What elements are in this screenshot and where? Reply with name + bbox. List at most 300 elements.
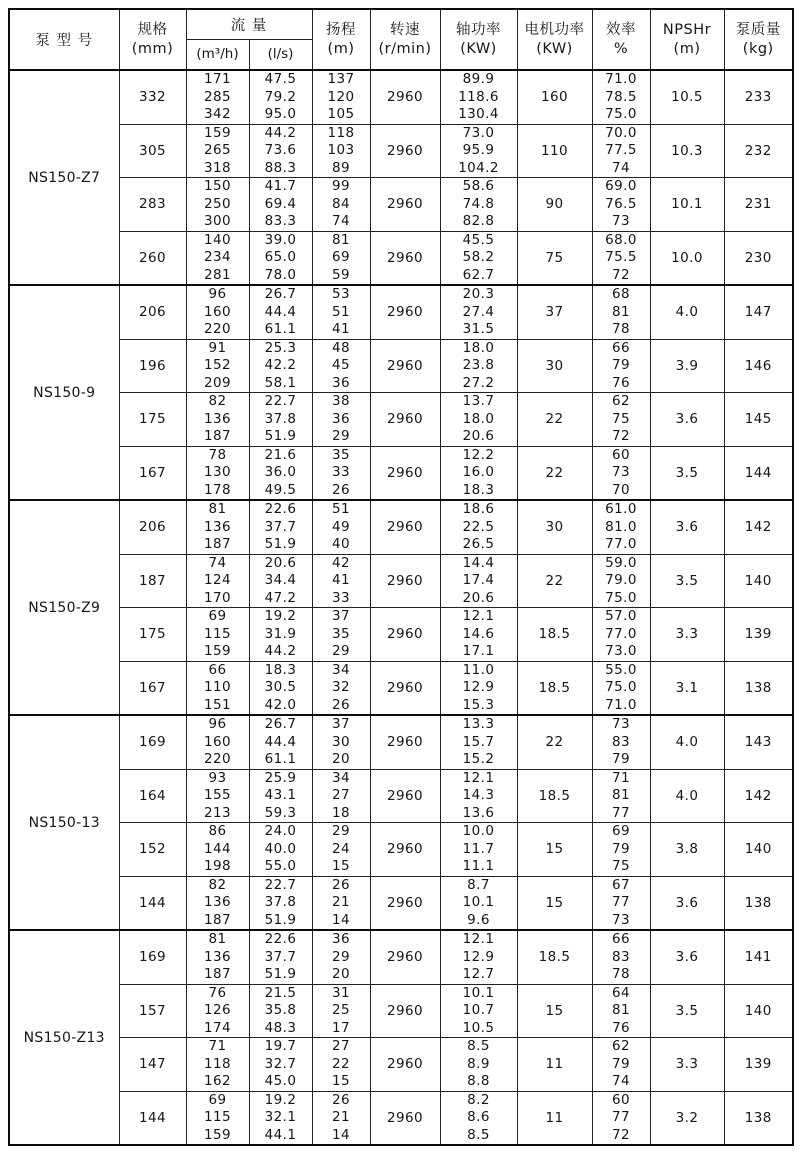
efficiency-cell-value: 71.0	[605, 696, 637, 713]
head-cell-value: 29	[332, 643, 350, 659]
efficiency-cell-value: 73	[612, 213, 630, 229]
head-cell	[312, 231, 370, 285]
motor-power-cell: 11	[517, 1038, 592, 1092]
head-cell	[312, 930, 370, 984]
pump-model-cell: NS150-Z9	[9, 500, 119, 715]
flow-ls-cell-value: 37.7	[264, 948, 297, 965]
efficiency-cell-value: 79	[612, 1055, 630, 1072]
shaft-power-cell	[440, 231, 517, 285]
table-row	[9, 715, 793, 769]
pump-mass-cell: 233	[724, 70, 793, 124]
table-row	[9, 1091, 793, 1145]
efficiency-cell-value: 77.0	[605, 536, 637, 552]
speed-cell: 2960	[370, 715, 440, 769]
motor-power-cell: 18.5	[517, 661, 592, 715]
flow-ls-cell-value: 44.2	[264, 643, 297, 659]
flow-ls-cell-value: 69.4	[264, 195, 297, 212]
motor-power-cell: 90	[517, 178, 592, 232]
pump-mass-cell: 138	[724, 661, 793, 715]
flow-ls-cell	[249, 876, 312, 930]
efficiency-cell	[592, 500, 650, 554]
flow-m3h-cell-value: 162	[204, 1073, 231, 1089]
spec-cell: 144	[119, 876, 186, 930]
head-cell-value: 120	[327, 88, 355, 105]
header-shaft-power-label: 轴功率	[456, 21, 502, 38]
shaft-power-cell-value: 26.5	[462, 536, 495, 552]
speed-cell: 2960	[370, 608, 440, 662]
shaft-power-cell	[440, 1038, 517, 1092]
head-cell	[312, 285, 370, 339]
flow-m3h-cell-value: 115	[204, 625, 231, 642]
head-cell	[312, 393, 370, 447]
spec-cell: 152	[119, 823, 186, 877]
head-cell-value: 81	[332, 231, 350, 248]
head-cell	[312, 984, 370, 1038]
flow-ls-cell-value: 47.5	[264, 71, 297, 87]
pump-mass-cell: 138	[724, 876, 793, 930]
flow-m3h-cell-value: 187	[204, 536, 231, 552]
flow-m3h-cell-value: 300	[204, 213, 231, 229]
efficiency-cell	[592, 446, 650, 500]
flow-m3h-cell-value: 250	[204, 195, 231, 212]
speed-cell: 2960	[370, 393, 440, 447]
efficiency-cell-value: 73	[612, 911, 630, 928]
flow-m3h-cell	[186, 984, 249, 1038]
flow-m3h-cell-value: 136	[204, 518, 231, 535]
head-cell-value: 24	[332, 840, 350, 857]
table-row	[9, 930, 793, 984]
flow-m3h-cell	[186, 554, 249, 608]
pump-model-cell: NS150-13	[9, 715, 119, 930]
motor-power-cell: 15	[517, 876, 592, 930]
flow-m3h-cell	[186, 446, 249, 500]
speed-cell: 2960	[370, 554, 440, 608]
head-cell-value: 27	[332, 787, 350, 803]
flow-ls-cell-value: 51.9	[264, 428, 297, 444]
flow-m3h-cell-value: 82	[208, 393, 227, 409]
spec-cell: 147	[119, 1038, 186, 1092]
head-cell-value: 21	[332, 1109, 350, 1125]
flow-ls-cell-value: 42.2	[264, 357, 297, 373]
efficiency-cell-value: 73	[612, 464, 630, 480]
head-cell-value: 30	[332, 733, 350, 750]
flow-m3h-cell	[186, 124, 249, 178]
header-head-unit: (m)	[327, 40, 355, 57]
flow-m3h-cell	[186, 178, 249, 232]
head-cell-value: 103	[327, 142, 355, 158]
pump-mass-cell: 139	[724, 1038, 793, 1092]
flow-m3h-cell	[186, 608, 249, 662]
efficiency-cell-value: 75	[612, 410, 630, 427]
shaft-power-cell	[440, 339, 517, 393]
head-cell-value: 40	[332, 536, 350, 552]
shaft-power-cell-value: 10.5	[462, 1019, 495, 1036]
spec-cell: 206	[119, 285, 186, 339]
flow-m3h-cell-value: 234	[204, 249, 231, 265]
efficiency-cell-value: 78	[612, 321, 630, 337]
flow-ls-cell	[249, 231, 312, 285]
table-row	[9, 608, 793, 662]
pump-mass-cell: 146	[724, 339, 793, 393]
flow-ls-cell-value: 22.7	[264, 393, 297, 409]
head-cell-value: 34	[332, 661, 350, 678]
spec-cell: 187	[119, 554, 186, 608]
flow-ls-cell-value: 55.0	[264, 858, 297, 874]
flow-m3h-cell-value: 136	[204, 894, 231, 910]
flow-m3h-cell-value: 110	[204, 679, 231, 695]
flow-m3h-cell-value: 213	[204, 804, 231, 821]
shaft-power-cell-value: 13.6	[462, 804, 495, 821]
flow-ls-cell-value: 36.0	[264, 464, 297, 480]
npshr-cell: 3.3	[650, 1038, 724, 1092]
head-cell-value: 38	[332, 393, 350, 409]
head-cell-value: 36	[332, 374, 350, 391]
shaft-power-cell	[440, 823, 517, 877]
flow-m3h-cell-value: 144	[204, 840, 231, 857]
shaft-power-cell-value: 12.1	[462, 608, 495, 624]
efficiency-cell-value: 61.0	[605, 501, 637, 517]
flow-m3h-cell-value: 130	[204, 464, 231, 480]
flow-ls-cell	[249, 984, 312, 1038]
table-row	[9, 554, 793, 608]
head-cell-value: 99	[332, 178, 350, 194]
head-cell-value: 26	[332, 696, 350, 713]
shaft-power-cell-value: 8.2	[467, 1091, 490, 1108]
efficiency-cell	[592, 608, 650, 662]
motor-power-cell: 15	[517, 984, 592, 1038]
flow-m3h-cell-value: 285	[204, 88, 231, 105]
flow-m3h-cell	[186, 930, 249, 984]
flow-m3h-cell-value: 115	[204, 1109, 231, 1125]
flow-m3h-cell-value: 170	[204, 589, 231, 606]
flow-m3h-cell	[186, 715, 249, 769]
speed-cell: 2960	[370, 1038, 440, 1092]
flow-ls-cell	[249, 608, 312, 662]
efficiency-cell-value: 66	[612, 339, 630, 356]
head-cell-value: 35	[332, 625, 350, 642]
flow-ls-cell-value: 39.0	[264, 231, 297, 248]
head-cell-value: 17	[332, 1019, 350, 1036]
flow-ls-cell-value: 22.6	[264, 931, 297, 947]
flow-ls-cell	[249, 1091, 312, 1145]
shaft-power-cell-value: 8.8	[467, 1073, 490, 1089]
flow-m3h-cell-value: 187	[204, 966, 231, 982]
efficiency-cell	[592, 554, 650, 608]
header-spec-unit: (mm)	[131, 40, 174, 57]
flow-ls-cell	[249, 70, 312, 124]
head-cell-value: 21	[332, 894, 350, 910]
shaft-power-cell-value: 11.7	[462, 840, 495, 857]
efficiency-cell-value: 57.0	[605, 608, 637, 624]
efficiency-cell-value: 77	[612, 1109, 630, 1125]
head-cell	[312, 70, 370, 124]
efficiency-cell-value: 83	[612, 948, 630, 965]
shaft-power-cell-value: 8.5	[467, 1126, 490, 1143]
efficiency-cell-value: 72	[612, 266, 630, 283]
flow-ls-cell	[249, 715, 312, 769]
flow-m3h-cell-value: 342	[204, 106, 231, 122]
flow-m3h-cell-value: 178	[204, 481, 231, 498]
efficiency-cell	[592, 876, 650, 930]
motor-power-cell: 15	[517, 823, 592, 877]
motor-power-cell: 22	[517, 715, 592, 769]
motor-power-cell: 160	[517, 70, 592, 124]
shaft-power-cell	[440, 769, 517, 823]
spec-cell: 332	[119, 70, 186, 124]
efficiency-cell-value: 77	[612, 894, 630, 910]
flow-ls-cell-value: 49.5	[264, 481, 297, 498]
pump-mass-cell: 144	[724, 446, 793, 500]
spec-cell: 144	[119, 1091, 186, 1145]
head-cell	[312, 500, 370, 554]
flow-m3h-cell-value: 220	[204, 751, 231, 767]
header-efficiency	[592, 9, 650, 70]
header-head-label: 扬程	[326, 21, 357, 38]
shaft-power-cell-value: 10.0	[462, 823, 495, 839]
efficiency-cell	[592, 661, 650, 715]
head-cell	[312, 1091, 370, 1145]
head-cell-value: 42	[332, 554, 350, 571]
head-cell-value: 15	[332, 1073, 350, 1089]
flow-m3h-cell	[186, 70, 249, 124]
npshr-cell: 4.0	[650, 285, 724, 339]
shaft-power-cell-value: 12.7	[462, 966, 495, 982]
flow-ls-cell-value: 22.6	[264, 501, 297, 517]
npshr-cell: 3.6	[650, 930, 724, 984]
flow-ls-cell-value: 24.0	[264, 823, 297, 839]
flow-m3h-cell-value: 159	[204, 124, 231, 141]
flow-ls-cell-value: 37.8	[264, 410, 297, 427]
shaft-power-cell-value: 14.6	[462, 625, 495, 642]
pump-mass-cell: 145	[724, 393, 793, 447]
table-row	[9, 984, 793, 1038]
flow-ls-cell	[249, 339, 312, 393]
shaft-power-cell-value: 23.8	[462, 357, 495, 373]
efficiency-cell-value: 62	[612, 1038, 630, 1054]
header-pump-mass-unit: (kg)	[742, 40, 774, 57]
header-efficiency-unit: %	[613, 40, 629, 57]
flow-ls-cell-value: 51.9	[264, 536, 297, 552]
flow-ls-cell	[249, 661, 312, 715]
efficiency-cell-value: 79	[612, 840, 630, 857]
efficiency-cell-value: 73.0	[605, 643, 637, 659]
head-cell-value: 89	[332, 159, 350, 176]
pump-mass-cell: 231	[724, 178, 793, 232]
head-cell-value: 31	[332, 984, 350, 1001]
flow-ls-cell-value: 43.1	[264, 787, 297, 803]
shaft-power-cell	[440, 178, 517, 232]
shaft-power-cell-value: 18.3	[462, 481, 495, 498]
shaft-power-cell	[440, 608, 517, 662]
spec-cell: 305	[119, 124, 186, 178]
npshr-cell: 3.5	[650, 446, 724, 500]
shaft-power-cell-value: 8.6	[467, 1109, 490, 1125]
shaft-power-cell-value: 22.5	[462, 518, 495, 535]
flow-ls-cell-value: 65.0	[264, 249, 297, 265]
efficiency-cell-value: 81	[612, 1002, 630, 1018]
efficiency-cell	[592, 715, 650, 769]
flow-m3h-cell-value: 209	[204, 374, 231, 391]
npshr-cell: 3.8	[650, 823, 724, 877]
efficiency-cell-value: 79	[612, 751, 630, 767]
efficiency-cell-value: 55.0	[605, 661, 637, 678]
flow-m3h-cell-value: 81	[208, 501, 227, 517]
table-row	[9, 823, 793, 877]
shaft-power-cell	[440, 715, 517, 769]
header-motor-power-label: 电机功率	[524, 21, 585, 38]
flow-ls-cell	[249, 393, 312, 447]
head-cell-value: 18	[332, 804, 350, 821]
table-row	[9, 500, 793, 554]
efficiency-cell	[592, 823, 650, 877]
header-speed	[370, 9, 440, 70]
head-cell	[312, 876, 370, 930]
flow-m3h-cell-value: 155	[204, 787, 231, 803]
pump-model-cell: NS150-Z7	[9, 70, 119, 285]
efficiency-cell	[592, 393, 650, 447]
shaft-power-cell-value: 20.6	[462, 428, 495, 444]
flow-ls-cell-value: 45.0	[264, 1073, 297, 1089]
speed-cell: 2960	[370, 876, 440, 930]
flow-ls-cell-value: 21.5	[264, 984, 297, 1001]
header-shaft-power	[440, 9, 517, 70]
shaft-power-cell-value: 15.2	[462, 751, 495, 767]
head-cell-value: 35	[332, 446, 350, 463]
spec-cell: 206	[119, 500, 186, 554]
efficiency-cell-value: 81	[612, 303, 630, 320]
flow-m3h-cell-value: 124	[204, 572, 231, 588]
table-row	[9, 124, 793, 178]
head-cell-value: 74	[332, 213, 350, 229]
header-efficiency-label: 效率	[606, 21, 637, 38]
flow-ls-cell-value: 19.2	[264, 608, 297, 624]
flow-m3h-cell-value: 159	[204, 1126, 231, 1143]
header-npshr-label: NPSHr	[662, 21, 712, 38]
head-cell	[312, 446, 370, 500]
head-cell	[312, 661, 370, 715]
flow-m3h-cell-value: 69	[208, 1091, 227, 1108]
flow-m3h-cell-value: 318	[204, 159, 231, 176]
efficiency-cell	[592, 1091, 650, 1145]
head-cell-value: 51	[332, 501, 350, 517]
flow-ls-cell	[249, 178, 312, 232]
npshr-cell: 3.5	[650, 554, 724, 608]
speed-cell: 2960	[370, 661, 440, 715]
flow-m3h-cell	[186, 769, 249, 823]
shaft-power-cell-value: 12.1	[462, 931, 495, 947]
flow-m3h-cell-value: 160	[204, 733, 231, 750]
shaft-power-cell-value: 10.1	[462, 894, 495, 910]
flow-ls-cell-value: 59.3	[264, 804, 297, 821]
flow-ls-cell-value: 78.0	[264, 266, 297, 283]
header-spec-label: 规格	[137, 21, 168, 38]
flow-ls-cell-value: 88.3	[264, 159, 297, 176]
flow-ls-cell-value: 79.2	[264, 88, 297, 105]
head-cell-value: 105	[327, 106, 355, 122]
table-row	[9, 661, 793, 715]
header-flow-m3h: (m³/h)	[186, 39, 249, 70]
efficiency-cell-value: 67	[612, 876, 630, 893]
speed-cell: 2960	[370, 500, 440, 554]
flow-ls-cell-value: 42.0	[264, 696, 297, 713]
flow-m3h-cell	[186, 231, 249, 285]
table-row	[9, 1038, 793, 1092]
flow-m3h-cell	[186, 500, 249, 554]
spec-cell: 175	[119, 393, 186, 447]
flow-ls-cell-value: 22.7	[264, 876, 297, 893]
shaft-power-cell-value: 8.7	[467, 876, 490, 893]
flow-m3h-cell-value: 96	[208, 286, 227, 302]
efficiency-cell-value: 77.0	[605, 625, 637, 642]
flow-ls-cell	[249, 500, 312, 554]
table-row	[9, 70, 793, 124]
efficiency-cell-value: 76.5	[605, 195, 637, 212]
pump-mass-cell: 140	[724, 984, 793, 1038]
flow-m3h-cell-value: 66	[208, 661, 227, 678]
shaft-power-cell-value: 12.9	[462, 948, 495, 965]
npshr-cell: 4.0	[650, 715, 724, 769]
efficiency-cell-value: 69.0	[605, 178, 637, 194]
efficiency-cell-value: 62	[612, 393, 630, 409]
head-cell-value: 26	[332, 876, 350, 893]
efficiency-cell-value: 78	[612, 966, 630, 982]
flow-ls-cell-value: 37.7	[264, 518, 297, 535]
header-flow: 流 量	[186, 9, 312, 39]
head-cell-value: 36	[332, 931, 350, 947]
spec-cell: 196	[119, 339, 186, 393]
flow-m3h-cell	[186, 393, 249, 447]
shaft-power-cell-value: 20.6	[462, 589, 495, 606]
pump-mass-cell: 139	[724, 608, 793, 662]
pump-spec-table	[8, 8, 794, 1146]
flow-ls-cell	[249, 1038, 312, 1092]
shaft-power-cell-value: 14.3	[462, 787, 495, 803]
head-cell-value: 15	[332, 858, 350, 874]
shaft-power-cell	[440, 1091, 517, 1145]
shaft-power-cell-value: 104.2	[458, 159, 499, 176]
head-cell	[312, 769, 370, 823]
header-speed-unit: (r/min)	[378, 40, 432, 57]
npshr-cell: 3.6	[650, 500, 724, 554]
efficiency-cell-value: 72	[612, 428, 630, 444]
shaft-power-cell-value: 13.7	[462, 393, 495, 409]
speed-cell: 2960	[370, 70, 440, 124]
head-cell-value: 22	[332, 1055, 350, 1072]
flow-m3h-cell	[186, 285, 249, 339]
flow-m3h-cell-value: 78	[208, 446, 227, 463]
head-cell-value: 118	[327, 124, 355, 141]
efficiency-cell-value: 68	[612, 286, 630, 302]
motor-power-cell: 22	[517, 554, 592, 608]
header-speed-label: 转速	[390, 21, 421, 38]
header-spec	[119, 9, 186, 70]
motor-power-cell: 18.5	[517, 930, 592, 984]
head-cell-value: 45	[332, 357, 350, 373]
efficiency-cell	[592, 1038, 650, 1092]
motor-power-cell: 22	[517, 446, 592, 500]
pump-mass-cell: 232	[724, 124, 793, 178]
flow-ls-cell-value: 26.7	[264, 716, 297, 732]
shaft-power-cell	[440, 930, 517, 984]
npshr-cell: 10.1	[650, 178, 724, 232]
flow-ls-cell-value: 61.1	[264, 321, 297, 337]
head-cell	[312, 124, 370, 178]
efficiency-cell	[592, 285, 650, 339]
head-cell-value: 49	[332, 518, 350, 535]
header-pump-mass-label: 泵质量	[735, 21, 781, 38]
flow-ls-cell-value: 44.4	[264, 733, 297, 750]
flow-m3h-cell-value: 152	[204, 357, 231, 373]
